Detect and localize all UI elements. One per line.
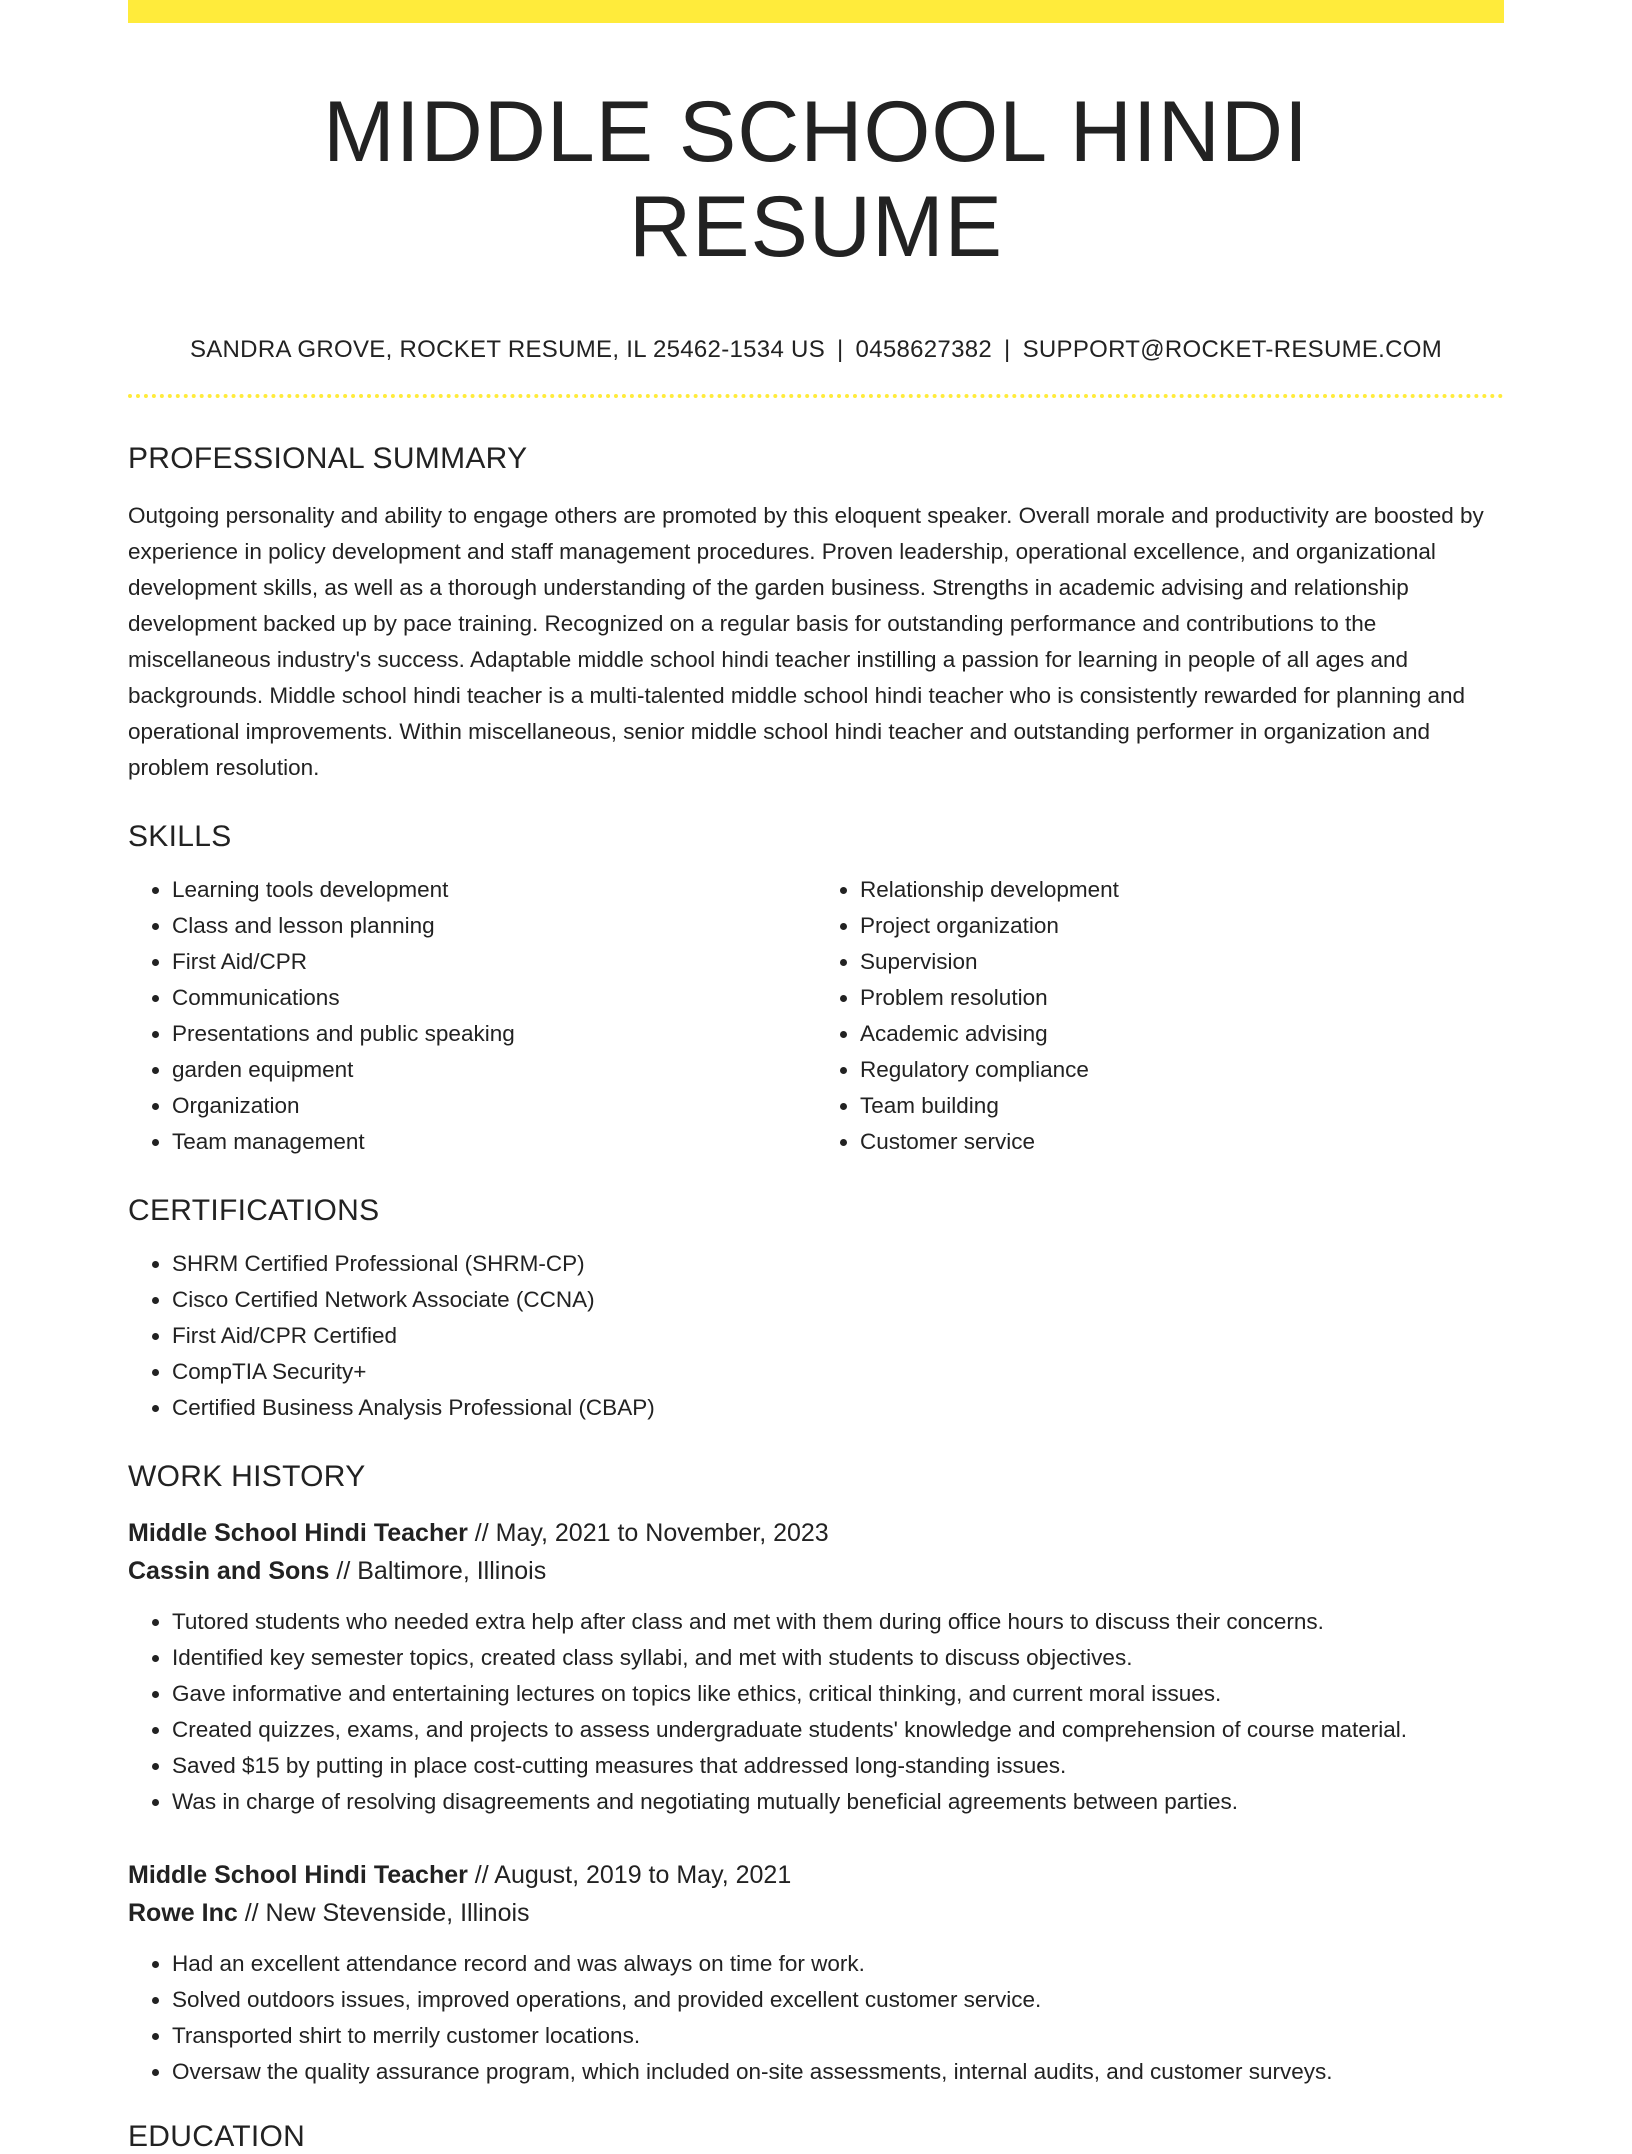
skill-item: • Communications [172, 980, 816, 1016]
job-company: Cassin and Sons [128, 1557, 330, 1586]
skill-item: • Problem resolution [860, 980, 1504, 1016]
certification-item: • Cisco Certified Network Associate (CCNA) [172, 1282, 1504, 1318]
contact-line [128, 336, 1504, 364]
skill-item: • Organization [172, 1088, 816, 1124]
job-dates: // May, 2021 to November, 2023 [467, 1519, 829, 1548]
job-bullet: • Oversaw the quality assurance program, which included on-site assessments, internal audits, and customer surveys. [172, 2054, 1504, 2090]
contact-address: SANDRA GROVE, ROCKET RESUME, IL 25462-1534 US [189, 336, 825, 364]
skill-item: • Project organization [860, 908, 1504, 944]
job-title-line [128, 1514, 1504, 1552]
job-entry [128, 1514, 1504, 1820]
skill-item: • Regulatory compliance [860, 1052, 1504, 1088]
skill-item: • Class and lesson planning [172, 908, 816, 944]
summary-text: Outgoing personality and ability to engage others are promoted by this eloquent speaker. Overall morale and productivity are boosted by experience in policy development and staff management procedures. Proven leadership, operational excellence, and organizational development skills, as well as a thorough understanding of the garden business. Strengths in academic advising and relationship development backed up by pace training. Recognized on a regular basis for outstanding performance and contributions to the miscellaneous industry's success. Adaptable middle school hindi teacher instilling a passion for learning in people of all ages and backgrounds. Middle school hindi teacher is a multi-talented middle school hindi teacher who is consistently rewarded for planning and operational improvements. Within miscellaneous, senior middle school hindi teacher and outstanding performer in organization and problem resolution. [128, 503, 1484, 781]
contact-email[interactable]: SUPPORT@ROCKET-RESUME.COM [1022, 336, 1443, 364]
skill-item: • Relationship development [860, 872, 1504, 908]
job-bullet: • Identified key semester topics, created class syllabi, and met with students to discuss objectives. [172, 1640, 1504, 1676]
job-location: // Baltimore, Illinois [329, 1557, 547, 1586]
skills-grid [128, 872, 1504, 1160]
skill-item: • garden equipment [172, 1052, 816, 1088]
summary-heading: PROFESSIONAL SUMMARY [128, 442, 528, 476]
skill-item: • Customer service [860, 1124, 1504, 1160]
certification-item: • CompTIA Security+ [172, 1354, 1504, 1390]
skills-heading: SKILLS [128, 820, 232, 854]
job-bullets [128, 1604, 1504, 1820]
education-heading: EDUCATION [128, 2120, 306, 2154]
skill-item: • Supervision [860, 944, 1504, 980]
skill-item: • Learning tools development [172, 872, 816, 908]
job-title: Middle School Hindi Teacher [128, 1861, 468, 1890]
certifications-list [128, 1246, 1504, 1426]
skill-item: • Team management [172, 1124, 816, 1160]
skill-item: • Academic advising [860, 1016, 1504, 1052]
job-bullet: • Gave informative and entertaining lectures on topics like ethics, critical thinking, and current moral issues. [172, 1676, 1504, 1712]
job-bullet: • Transported shirt to merrily customer locations. [172, 2018, 1504, 2054]
job-title: Middle School Hindi Teacher [128, 1519, 468, 1548]
certifications-heading: CERTIFICATIONS [128, 1194, 380, 1228]
job-bullet: • Saved $15 by putting in place cost-cutting measures that addressed long-standing issues. [172, 1748, 1504, 1784]
job-title-line [128, 1856, 1504, 1894]
job-bullets [128, 1946, 1504, 2090]
job-entry [128, 1856, 1504, 2090]
skill-item: • First Aid/CPR [172, 944, 816, 980]
job-bullet: • Was in charge of resolving disagreements and negotiating mutually beneficial agreements between parties. [172, 1784, 1504, 1820]
job-dates: // August, 2019 to May, 2021 [467, 1861, 792, 1890]
job-company-line [128, 1894, 1504, 1932]
accent-top-bar [128, 0, 1504, 23]
job-company-line [128, 1552, 1504, 1590]
skill-item: • Presentations and public speaking [172, 1016, 816, 1052]
work-history-heading: WORK HISTORY [128, 1460, 366, 1494]
certification-item: • Certified Business Analysis Professional (CBAP) [172, 1390, 1504, 1426]
dotted-divider [128, 394, 1504, 398]
job-location: // New Stevenside, Illinois [237, 1899, 530, 1928]
job-bullet: • Had an excellent attendance record and was always on time for work. [172, 1946, 1504, 1982]
job-company: Rowe Inc [128, 1899, 238, 1928]
skills-column-left [128, 872, 816, 1160]
contact-phone: 0458627382 [855, 336, 993, 364]
skills-column-right [816, 872, 1504, 1160]
certification-item: • SHRM Certified Professional (SHRM-CP) [172, 1246, 1504, 1282]
resume-title: MIDDLE SCHOOL HINDI RESUME [323, 84, 1309, 275]
skill-item: • Team building [860, 1088, 1504, 1124]
contact-separator: | [837, 336, 844, 364]
resume-page [128, 0, 1504, 2154]
contact-separator: | [1004, 336, 1011, 364]
job-bullet: • Created quizzes, exams, and projects to assess undergraduate students' knowledge and comprehension of course material. [172, 1712, 1504, 1748]
job-bullet: • Solved outdoors issues, improved operations, and provided excellent customer service. [172, 1982, 1504, 2018]
job-bullet: • Tutored students who needed extra help after class and met with them during office hours to discuss their concerns. [172, 1604, 1504, 1640]
certification-item: • First Aid/CPR Certified [172, 1318, 1504, 1354]
